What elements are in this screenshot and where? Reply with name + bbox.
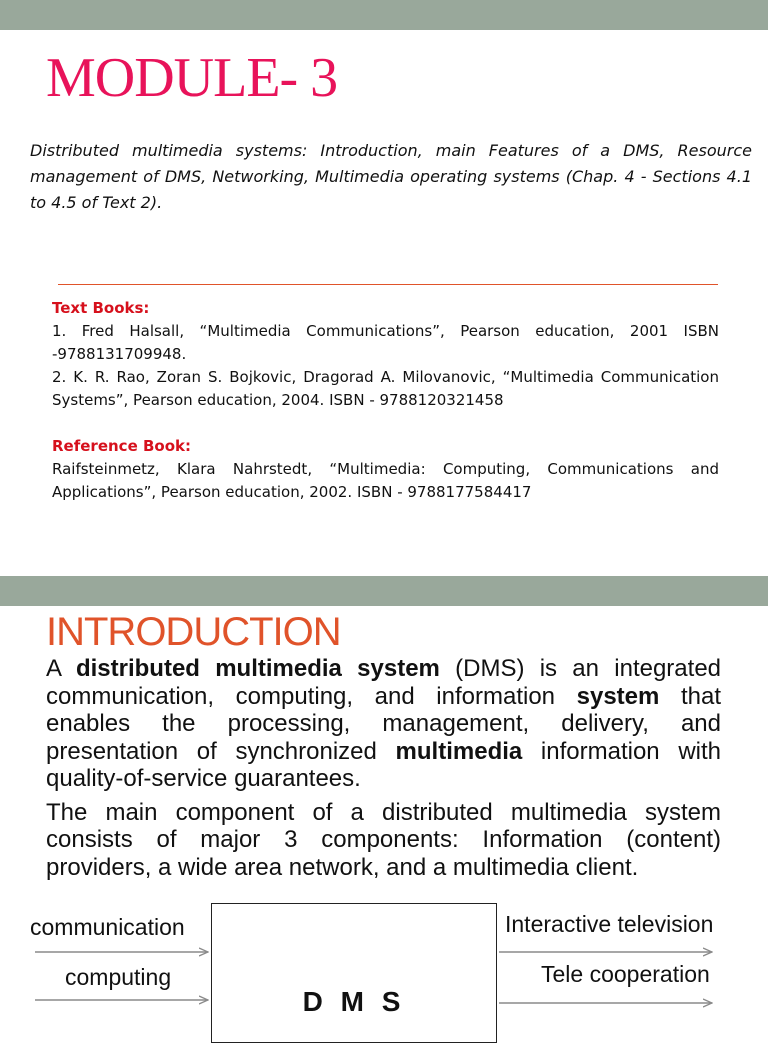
reference-item: Raifsteinmetz, Klara Nahrstedt, “Multimedia: Computing, Communications and Applications”, Pearson education, 2002. ISBN - 9788177584417 [52, 460, 719, 501]
bold-term: system [576, 682, 660, 710]
textbook-item: 2. K. R. Rao, Zoran S. Bojkovic, Dragorad A. Milovanovic, “Multimedia Communication Systems”, Pearson education, 2004. ISBN - 9788120321458 [52, 368, 719, 409]
textbook-item: 1. Fred Halsall, “Multimedia Communications”, Pearson education, 2001 ISBN -9788131709948. [52, 322, 719, 363]
introduction-title: INTRODUCTION [46, 610, 341, 654]
components-paragraph: The main component of a distributed multimedia system consists of major 3 components: Information (content) providers, a wide area network, and a multimedia client. [46, 798, 721, 881]
module-title: MODULE- 3 [46, 47, 338, 109]
output-label: Tele cooperation [541, 961, 710, 987]
introduction-paragraph: A distributed multimedia system (DMS) is an integrated communication, computing, and information system that enables the processing, management, delivery, and presentation of synchronized multimedia information with quality-of-service guarantees. [46, 655, 722, 792]
textbooks-heading: Text Books: [52, 299, 150, 317]
reference-heading: Reference Book: [52, 437, 191, 455]
input-label: computing [65, 964, 172, 990]
module-topics: Distributed multimedia systems: Introduction, main Features of a DMS, Resource management of DMS, Networking, Multimedia operating systems (Chap. 4 - Sections 4.1 to 4.5 of Text 2). [30, 141, 752, 212]
dms-box [211, 903, 497, 1043]
output-label: Interactive television [505, 911, 714, 937]
bold-term: distributed multimedia system [75, 655, 440, 682]
dms-label: D M S [302, 986, 406, 1017]
input-label: communication [30, 914, 185, 940]
bold-term: multimedia [395, 737, 523, 765]
